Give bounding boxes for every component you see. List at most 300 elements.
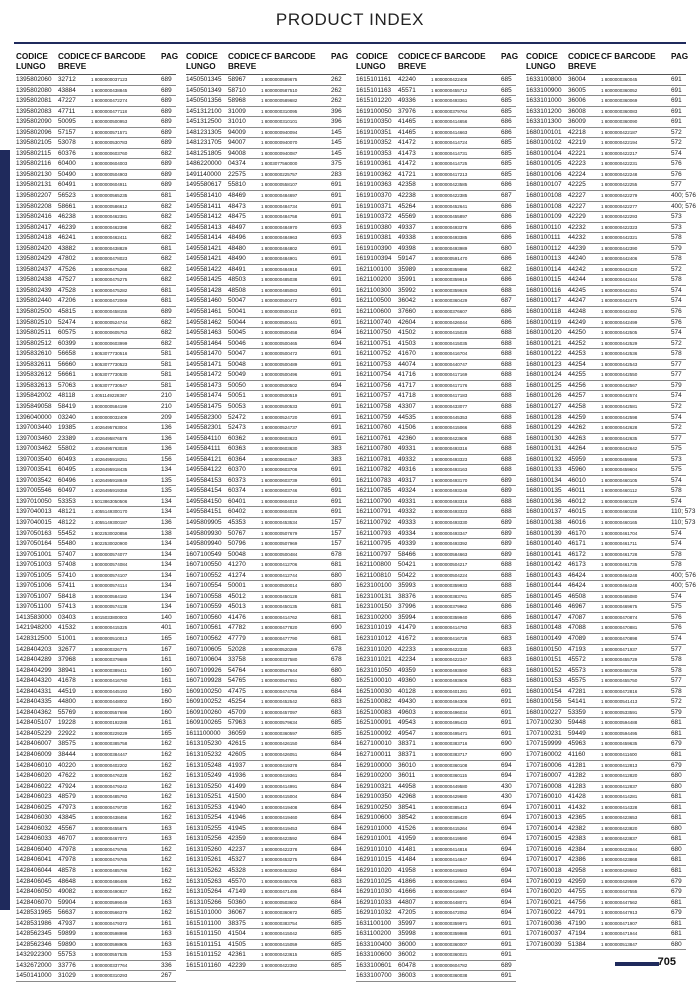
cf-barcode: 1 8000000417183: [431, 393, 468, 399]
codice-lungo: 1395802130: [16, 170, 52, 178]
codice-lungo: 1680100108: [526, 192, 562, 200]
cf-barcode: 1 8000000422347: [431, 657, 468, 663]
pag: 575: [671, 603, 682, 611]
codice-lungo: 1451312500: [186, 118, 222, 126]
header-blank: [671, 62, 686, 72]
pag: 574: [671, 413, 682, 421]
cf-barcode: 1 8000000442567: [601, 382, 638, 388]
pag: 689: [161, 97, 172, 105]
codice-breve: 41499: [228, 782, 246, 790]
cf-barcode: 1 8000000591470: [431, 256, 468, 262]
cf-barcode: 1 8000000464248: [601, 583, 638, 589]
codice-lungo: 1613105249: [186, 772, 222, 780]
pag: 689: [161, 308, 172, 316]
codice-breve: 44259: [568, 413, 586, 421]
codice-breve: 47205: [398, 909, 416, 917]
codice-lungo: 1495581472: [186, 371, 222, 379]
pag: 681: [161, 297, 172, 305]
codice-breve: 50048: [228, 360, 246, 368]
codice-breve: 43884: [58, 86, 76, 94]
cf-barcode: 1 8000000472816: [601, 688, 638, 694]
codice-lungo: 1625100010: [356, 677, 392, 685]
table-row: [356, 623, 516, 634]
cf-barcode: 1 8000000500472: [261, 351, 298, 357]
pag: 688: [501, 339, 512, 347]
cf-barcode: 1 8000000192288: [91, 720, 128, 726]
pag: 573: [671, 223, 682, 231]
cf-barcode: 1 8000000494306: [431, 699, 468, 705]
table-row: [526, 170, 686, 181]
table-row: [356, 950, 516, 961]
table-row: [186, 929, 346, 940]
codice-lungo: 1495581474: [186, 392, 222, 400]
cf-barcode: 1 8000000455705: [261, 878, 298, 884]
table-row: [186, 919, 346, 930]
codice-lungo: 1680100105: [526, 160, 562, 168]
codice-breve: 46424: [568, 582, 586, 590]
table-row: [526, 855, 686, 866]
codice-lungo: 1680100154: [526, 687, 562, 695]
cf-barcode: 1 8000000419378: [261, 762, 298, 768]
pag: 687: [501, 192, 512, 200]
cf-barcode: 1 8000000417176: [431, 382, 468, 388]
header-codice-breve: CODICE: [228, 52, 260, 61]
cf-barcode: 1 8000000438845: [91, 87, 128, 93]
codice-lungo: 1607100554: [186, 582, 222, 590]
codice-breve: 53078: [58, 139, 76, 147]
codice-breve: 56660: [58, 360, 76, 368]
cf-barcode: 1 8000000547651: [261, 678, 298, 684]
codice-breve: 45963: [568, 740, 586, 748]
codice-lungo: 1495809940: [186, 540, 222, 548]
pag: 572: [671, 402, 682, 410]
codice-lungo: 1631100100: [356, 919, 392, 927]
codice-lungo: 1680100123: [526, 360, 562, 368]
codice-lungo: 1627100011: [356, 751, 392, 758]
cf-barcode: 1 8000000493590: [431, 667, 468, 673]
cf-barcode: 1 8000000500458: [261, 330, 298, 336]
codice-breve: 22922: [58, 729, 76, 737]
cf-barcode: 1 8000000475268: [91, 266, 128, 272]
codice-lungo: 1450501349: [186, 86, 222, 94]
codice-lungo: 1613105255: [186, 824, 222, 832]
codice-lungo: 1397003440: [16, 424, 52, 432]
cf-barcode: 1 8000000383754: [261, 920, 298, 926]
codice-lungo: 1621100756: [356, 381, 392, 389]
pag: 574: [671, 497, 682, 505]
cf-barcode: 1 8000000462381: [91, 214, 128, 220]
pag: 688: [501, 434, 512, 442]
pag: 576: [671, 613, 682, 621]
codice-lungo: 1397040013: [16, 508, 52, 516]
codice-breve: 42359: [228, 835, 246, 843]
codice-lungo: 1495581422: [186, 265, 222, 273]
cf-barcode: 1 8000000422194: [601, 140, 638, 146]
pag: 572: [671, 698, 682, 706]
cf-barcode: 1 8000000448002: [91, 699, 128, 705]
table-row: [356, 771, 516, 782]
table-row: [186, 107, 346, 118]
codice-breve: 44807: [398, 898, 416, 906]
pag: 136: [161, 424, 172, 432]
table-row: [526, 571, 696, 582]
pag: 573: [671, 455, 682, 463]
codice-lungo: 1609100252: [186, 698, 222, 706]
codice-breve: 47227: [58, 97, 76, 105]
cf-barcode: 1 8000000455750: [601, 678, 638, 684]
codice-lungo: 1619100372: [356, 213, 392, 221]
codice-breve: 47782: [228, 624, 246, 632]
table-row: [526, 138, 686, 149]
codice-breve: 41670: [398, 350, 416, 358]
codice-lungo: 1680100116: [526, 286, 562, 294]
table-row: [16, 318, 176, 329]
pag: 581: [161, 350, 172, 358]
cf-barcode: 1 8000000360069: [601, 98, 638, 104]
pag: 686: [501, 318, 512, 326]
table-row: [16, 792, 176, 803]
cf-barcode: 1 8000000493330: [431, 519, 468, 525]
table-row: [186, 328, 346, 339]
codice-lungo: 1428406030: [16, 814, 52, 822]
pag: 134: [161, 582, 172, 590]
codice-breve: 44253: [568, 350, 586, 358]
header-breve: BREVE: [228, 62, 257, 71]
cf-barcode: 1 8000000360045: [601, 77, 638, 82]
cf-barcode: 1 8000000461711: [601, 541, 637, 547]
codice-breve: 44245: [568, 286, 586, 294]
table-row: [186, 212, 346, 223]
codice-lungo: 1486220000: [186, 160, 222, 168]
pag: 689: [501, 476, 512, 484]
cf-barcode: 1 8000000477118: [91, 108, 127, 114]
pag: 689: [161, 139, 172, 147]
codice-lungo: 1619100370: [356, 192, 392, 200]
codice-lungo: 1633101000: [526, 97, 562, 105]
codice-lungo: 1395802115: [16, 149, 52, 157]
cf-barcode: 1 8000000447913: [601, 910, 638, 916]
cf-barcode: 1 8000000484758: [261, 214, 298, 220]
pag: 691: [331, 202, 342, 210]
table-row: [186, 381, 346, 392]
header-cf-barcode: CF BARCODE: [261, 52, 316, 61]
codice-breve: 58661: [58, 202, 76, 210]
codice-lungo: 1680100113: [526, 255, 562, 263]
pag: 160: [161, 698, 172, 706]
table-row: [16, 529, 176, 540]
cf-barcode: 1 8003077560000: [261, 161, 298, 167]
table-row: [526, 908, 686, 919]
cf-barcode: 1 8000000459604: [601, 467, 638, 473]
codice-lungo: 1680100119: [526, 318, 562, 326]
codice-lungo: 1707160011: [526, 803, 562, 811]
table-row: [186, 75, 346, 86]
codice-breve: 51384: [568, 940, 586, 948]
cf-barcode: 1 4026495918435: [91, 467, 128, 473]
codice-breve: 42221: [568, 149, 586, 157]
cf-barcode: 1 8000000385413: [431, 804, 468, 810]
table-row: [16, 328, 176, 339]
codice-breve: 94008: [228, 149, 246, 157]
pag: 688: [501, 371, 512, 379]
codice-lungo: 1397051100: [16, 603, 52, 611]
codice-breve: 50047: [228, 297, 246, 305]
cf-barcode: 1 8000000447555: [601, 889, 638, 895]
pag: 574: [671, 540, 682, 548]
table-row: [526, 349, 686, 360]
table-row: [16, 96, 176, 107]
table-row: [356, 212, 516, 223]
pag: 576: [671, 624, 682, 632]
codice-lungo: 1397051001: [16, 550, 52, 558]
codice-breve: 60496: [58, 476, 76, 484]
cf-barcode: 1 8000000462411: [91, 235, 127, 241]
table-row: [356, 687, 516, 698]
pag: 684: [331, 845, 342, 853]
pag: 691: [501, 729, 512, 737]
codice-lungo: 1680100144: [526, 582, 562, 590]
codice-lungo: 1633101300: [526, 118, 562, 126]
codice-lungo: 1707160017: [526, 856, 562, 864]
column-header: [16, 52, 179, 74]
table-row: [356, 465, 516, 476]
codice-lungo: 1613105261: [186, 856, 222, 864]
codice-lungo: 1428406010: [16, 761, 52, 769]
codice-lungo: 1495584111: [186, 445, 221, 453]
pag: 686: [501, 255, 512, 263]
codice-breve: 48480: [228, 244, 246, 252]
codice-lungo: 1680100122: [526, 350, 562, 358]
cf-barcode: 1 8000000603999: [91, 340, 128, 346]
codice-lungo: 1707100230: [526, 719, 562, 727]
codice-lungo: 1450141000: [16, 972, 52, 980]
cf-barcode: 1 8000000422279: [601, 193, 638, 199]
header-breve: BREVE: [568, 62, 597, 71]
side-bar-decoration: [0, 150, 10, 910]
table-row: [186, 159, 346, 170]
pag: 689: [161, 86, 172, 94]
pag: 145: [331, 139, 342, 147]
pag: 694: [331, 329, 342, 337]
codice-breve: 49338: [398, 234, 416, 242]
table-row: [356, 581, 516, 592]
table-row: [356, 560, 516, 571]
pag: 574: [671, 149, 682, 157]
pag: 167: [161, 645, 172, 653]
pag: 160: [161, 666, 172, 674]
cf-barcode: 1 8000000940094: [261, 129, 298, 135]
cf-barcode: 1 8000000415059: [261, 941, 298, 947]
cf-barcode: 1 8000000379689: [91, 657, 128, 663]
pag: 694: [501, 898, 512, 906]
pag: 691: [331, 424, 342, 432]
cf-barcode: 1 8000000442390: [601, 245, 638, 251]
codice-lungo: 1495581421: [186, 255, 222, 263]
cf-barcode: 1 8000000376607: [431, 309, 468, 315]
cf-barcode: 1 8000000037123: [91, 77, 128, 82]
codice-breve: 47937: [58, 919, 76, 927]
codice-breve: 49332: [398, 508, 416, 516]
codice-lungo: 1621100751: [356, 339, 392, 347]
pag: 383: [331, 455, 342, 463]
codice-lungo: 1621100783: [356, 476, 392, 484]
codice-lungo: 1680100125: [526, 381, 562, 389]
pag: 681: [331, 592, 342, 600]
codice-breve: 35989: [398, 265, 416, 273]
codice-breve: 47779: [228, 634, 246, 642]
cf-barcode: 1 8000000469675: [601, 604, 638, 610]
codice-lungo: 1625100083: [356, 708, 392, 716]
cf-barcode: 1 8000000479785: [91, 857, 128, 863]
codice-breve: 59448: [568, 719, 586, 727]
codice-lungo: 1707160016: [526, 845, 562, 853]
table-row: [16, 739, 176, 750]
codice-breve: 45709: [228, 708, 246, 716]
cf-barcode: 1 8000000360052: [601, 87, 638, 93]
table-row: [16, 223, 176, 234]
cf-barcode: 1 8000000412744: [261, 572, 298, 578]
pag: 576: [671, 170, 682, 178]
pag: 681: [671, 867, 682, 875]
cf-barcode: 1 8000000504224: [431, 572, 468, 578]
codice-breve: 49332: [398, 455, 416, 463]
table-row: [526, 381, 686, 392]
codice-lungo: 1613105253: [186, 803, 222, 811]
cf-barcode: 1 4026495919358: [91, 488, 128, 494]
pag: 577: [671, 181, 682, 189]
table-row: [356, 391, 516, 402]
table-row: [356, 782, 516, 793]
pag: 210: [161, 392, 172, 400]
cf-barcode: 1 8053077730516: [91, 351, 128, 357]
cf-barcode: 1 8000000383761: [431, 593, 468, 599]
pag: 578: [671, 487, 682, 495]
cf-barcode: 1 8000000452641: [431, 203, 468, 209]
codice-lungo: 1707159999: [526, 740, 562, 748]
pag: 578: [671, 234, 682, 242]
table-row: [526, 107, 686, 118]
codice-breve: 40128: [398, 687, 416, 695]
table-row: [16, 613, 176, 624]
codice-breve: 36006: [568, 97, 586, 105]
codice-breve: 31029: [58, 972, 76, 980]
codice-breve: 48503: [228, 276, 246, 284]
codice-breve: 47089: [568, 634, 586, 642]
codice-breve: 41500: [228, 793, 246, 801]
table-row: [186, 244, 346, 255]
codice-breve: 48121: [58, 508, 76, 516]
table-row: [526, 318, 686, 329]
codice-breve: 58968: [228, 97, 246, 105]
cf-barcode: 1 8000000423837: [601, 836, 638, 842]
codice-lungo: 1495581475: [186, 402, 222, 410]
pag: 163: [161, 940, 172, 948]
cf-barcode: 1 8000000414991: [261, 783, 298, 789]
codice-lungo: 1613105266: [186, 898, 222, 906]
codice-breve: 49543: [398, 719, 416, 727]
pag: 685: [501, 139, 512, 147]
cf-barcode: 1 8000000557535: [91, 952, 128, 958]
pag: 134: [161, 561, 172, 569]
codice-breve: 52472: [228, 413, 246, 421]
codice-breve: 38542: [398, 814, 416, 822]
codice-lungo: 1680100128: [526, 413, 562, 421]
codice-lungo: 1619100394: [356, 255, 392, 263]
table-row: [526, 328, 686, 339]
codice-breve: 48118: [58, 392, 76, 400]
table-row: [16, 507, 176, 518]
cf-barcode: 1 8000000442628: [601, 425, 638, 431]
pag: 336: [161, 961, 172, 969]
table-row: [186, 486, 346, 497]
cf-barcode: 1 8000000359898: [431, 266, 468, 272]
table-row: [16, 898, 176, 909]
pag: 681: [671, 814, 682, 822]
pag: 689: [501, 961, 512, 969]
pag: 685: [331, 919, 342, 927]
codice-breve: 41717: [398, 381, 416, 389]
codice-lungo: 1495584122: [186, 466, 222, 474]
pag: 682: [501, 265, 512, 273]
pag: 688: [501, 360, 512, 368]
codice-breve: 45571: [398, 86, 416, 94]
cf-barcode: 1 8000000442406: [601, 256, 638, 262]
cf-barcode: 1 8000000493361: [431, 98, 468, 104]
codice-lungo: 1395802060: [16, 76, 52, 83]
codice-breve: 41526: [398, 824, 416, 832]
pag: 680: [671, 772, 682, 780]
pag: 688: [501, 392, 512, 400]
pag: 163: [161, 898, 172, 906]
codice-lungo: 1621100810: [356, 571, 392, 579]
pag: 162: [161, 793, 172, 801]
codice-breve: 48122: [58, 518, 76, 526]
codice-breve: 46241: [58, 234, 76, 242]
cf-barcode: 1 8000000472069: [91, 298, 128, 304]
codice-lungo: 1680100118: [526, 308, 562, 316]
codice-lungo: 1615101151: [186, 940, 222, 948]
codice-breve: 49398: [398, 244, 416, 252]
table-row: [526, 223, 686, 234]
table-row: [356, 96, 516, 107]
table-row: [186, 718, 346, 729]
table-row: [186, 877, 346, 888]
codice-breve: 47973: [58, 803, 76, 811]
table-row: [186, 117, 346, 128]
pag: 681: [161, 244, 172, 252]
table-row: [356, 381, 516, 392]
codice-breve: 59904: [58, 898, 76, 906]
codice-breve: 45570: [228, 877, 246, 885]
codice-breve: 47087: [568, 613, 586, 621]
pag: 680: [671, 940, 682, 948]
codice-lungo: 1680100150: [526, 645, 562, 653]
codice-lungo: 1613105251: [186, 793, 222, 801]
pag: 688: [501, 350, 512, 358]
codice-breve: 42958: [568, 867, 586, 875]
cf-barcode: 1 8000000475275: [91, 277, 128, 283]
codice-breve: 56661: [58, 371, 76, 379]
codice-breve: 41666: [398, 888, 416, 896]
table-row: [186, 128, 346, 139]
pag: 134: [161, 508, 172, 516]
pag: 140: [161, 613, 172, 621]
cf-barcode: 1 8000000495471: [431, 730, 468, 736]
pag: 685: [501, 107, 512, 115]
cf-barcode: 1 8000000414663: [431, 129, 468, 135]
cf-barcode: 1 8000000493378: [431, 224, 468, 230]
codice-breve: 44755: [568, 888, 586, 896]
